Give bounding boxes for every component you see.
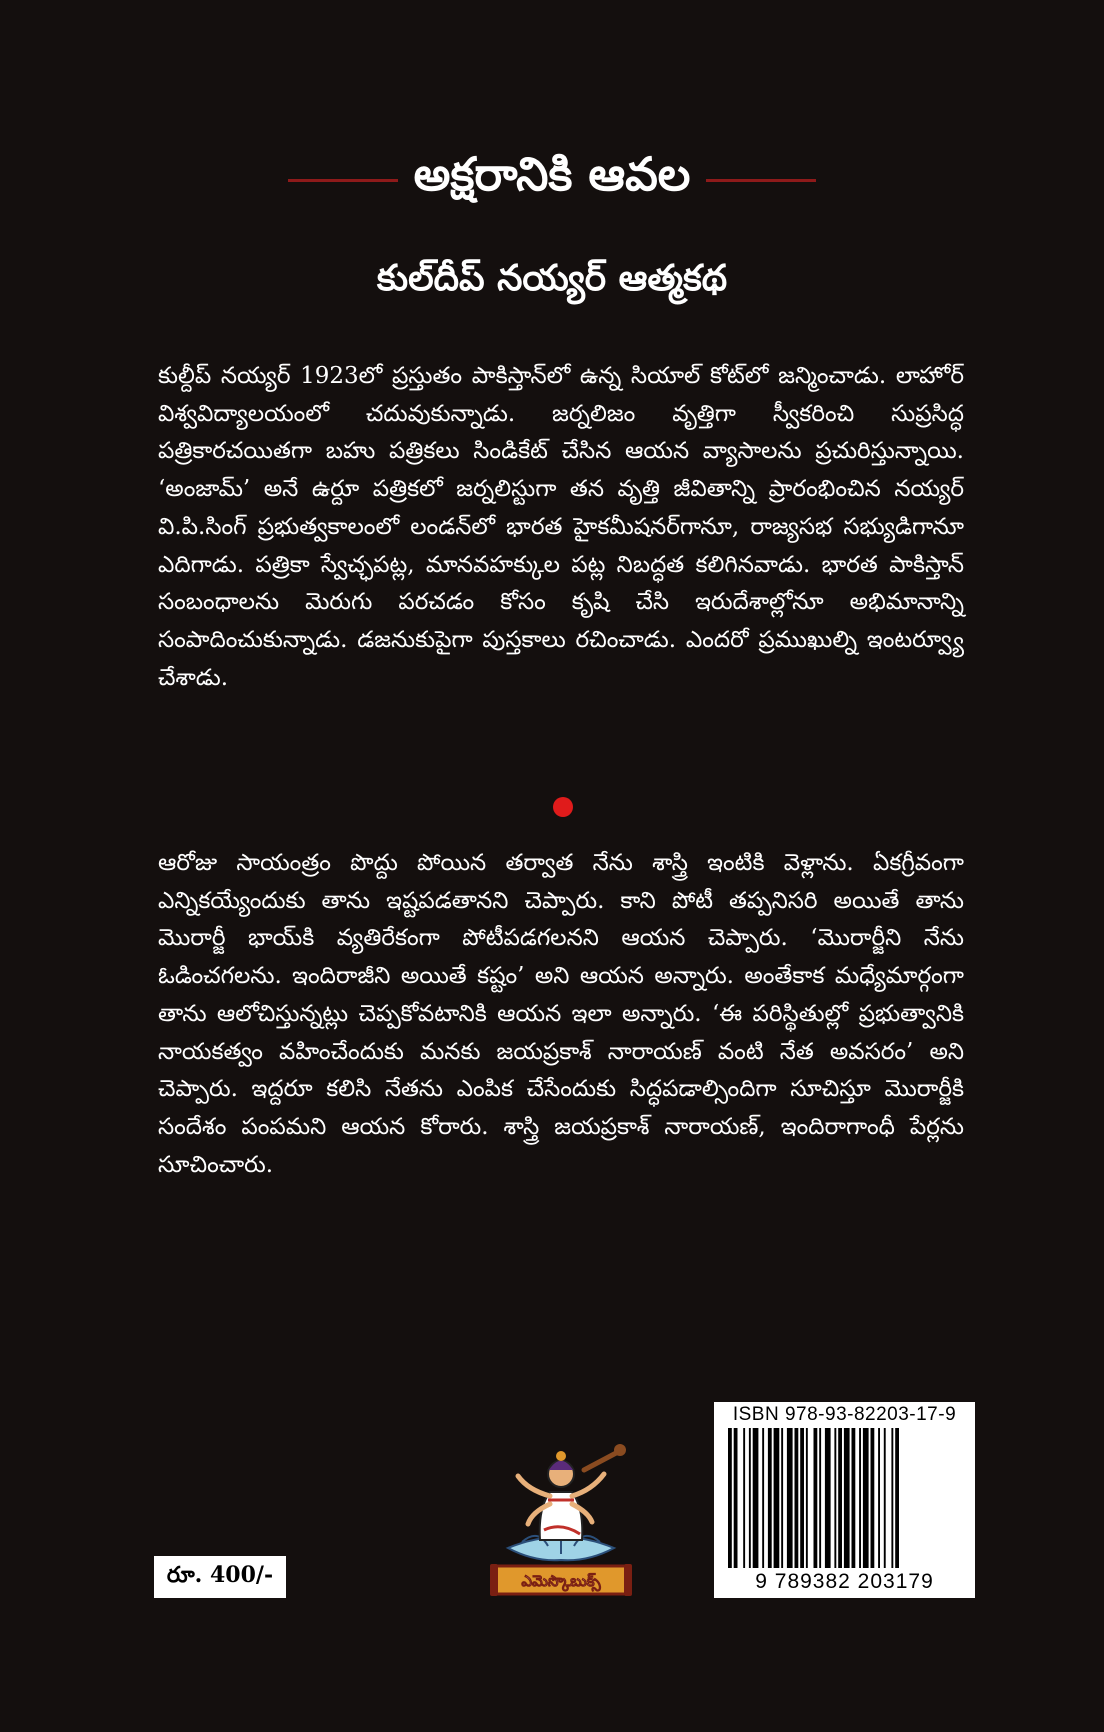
book-subtitle: కుల్‌దీప్ నయ్యర్ ఆత్మకథ bbox=[376, 258, 728, 299]
isbn-label: ISBN 978-93-82203-17-9 bbox=[732, 1404, 957, 1425]
publisher-logo bbox=[488, 1430, 634, 1598]
publisher-name: ఎమెస్కొబుక్స్ bbox=[521, 1572, 601, 1590]
saraswati-figure-icon bbox=[508, 1444, 626, 1560]
separator-dot-icon bbox=[553, 797, 573, 817]
barcode-box bbox=[714, 1402, 975, 1598]
excerpt-paragraph: ఆరోజు సాయంత్రం పొద్దు పోయిన తర్వాత నేను శాస్త్రి ఇంటికి వెళ్లాను. ఏకగ్రీవంగా ఎన్నికయ్యేందుకు తాను ఇష్టపడతానని చెప్పారు. కాని పోటీ తప్పనిసరి అయితే తాను మొరార్జీ భాయ్‌కి వ్యతిరేకంగా పోటీపడగలనని ఆయన చెప్పారు. ‘మొరార్జీని నేను ఓడించగలను. ఇందిరాజీని అయితే కష్టం’ అని ఆయన అన్నారు. అంతేకాక మధ్యేమార్గంగా తాను ఆలోచిస్తున్నట్లు చెప్పకోవటానికి ఆయన ఇలా అన్నారు. ‘ఈ పరిస్థితుల్లో ప్రభుత్వానికి నాయకత్వం వహించేందుకు మనకు జయప్రకాశ్ నారాయణ్ వంటి నేత అవసరం’ అని చెప్పారు. ఇద్దరూ కలిసి నేతను ఎంపిక చేసేందుకు సిద్ధపడాల్సిందిగా సూచిస్తూ మొరార్జీకి సందేశం పంపమని ఆయన కోరారు. శాస్త్రి జయప్రకాశ్ నారాయణ్, ఇందిరాగాంధీ పేర్లను సూచించారు. bbox=[158, 850, 964, 1178]
title-rule-left bbox=[288, 179, 398, 182]
title-rule-right bbox=[706, 179, 816, 182]
book-title: అక్షరానికి ఆవల bbox=[413, 147, 691, 201]
price-tag: రూ. 400/- bbox=[154, 1556, 286, 1598]
author-bio-paragraph: కుల్దీప్ నయ్యర్ 1923లో ప్రస్తుతం పాకిస్తాన్‌లో ఉన్న సియాల్ కోట్‌లో జన్మించాడు. లాహోర్ విశ్వవిద్యాలయంలో చదువుకున్నాడు. జర్నలిజం వృత్తిగా స్వీకరించి సుప్రసిద్ధ పత్రికారచయితగా బహు పత్రికలు సిండికేట్ చేసిన ఆయన వ్యాసాలను ప్రచురిస్తున్నాయి. ‘అంజామ్’ అనే ఉర్దూ పత్రికలో జర్నలిస్టుగా తన వృత్తి జీవితాన్ని ప్రారంభించిన నయ్యర్ వి.పి.సింగ్ ప్రభుత్వకాలంలో లండన్‌లో భారత హైకమీషనర్‌గానూ, రాజ్యసభ సభ్యుడిగానూ ఎదిగాడు. పత్రికా స్వేచ్ఛపట్ల, మానవహక్కుల పట్ల నిబద్ధత కలిగినవాడు. భారత పాకిస్తాన్ సంబంధాలను మెరుగు పరచడం కోసం కృషి చేసి ఇరుదేశాల్లోనూ అభిమానాన్ని సంపాదించుకున్నాడు. డజనుకుపైగా పుస్తకాలు రచించాడు. ఎందరో ప్రముఖుల్ని ఇంటర్వ్యూ చేశాడు. bbox=[158, 363, 964, 691]
barcode-bars-icon bbox=[726, 1428, 963, 1568]
barcode-digits: 9 789382 203179 bbox=[755, 1570, 934, 1593]
title-row bbox=[0, 147, 1104, 210]
